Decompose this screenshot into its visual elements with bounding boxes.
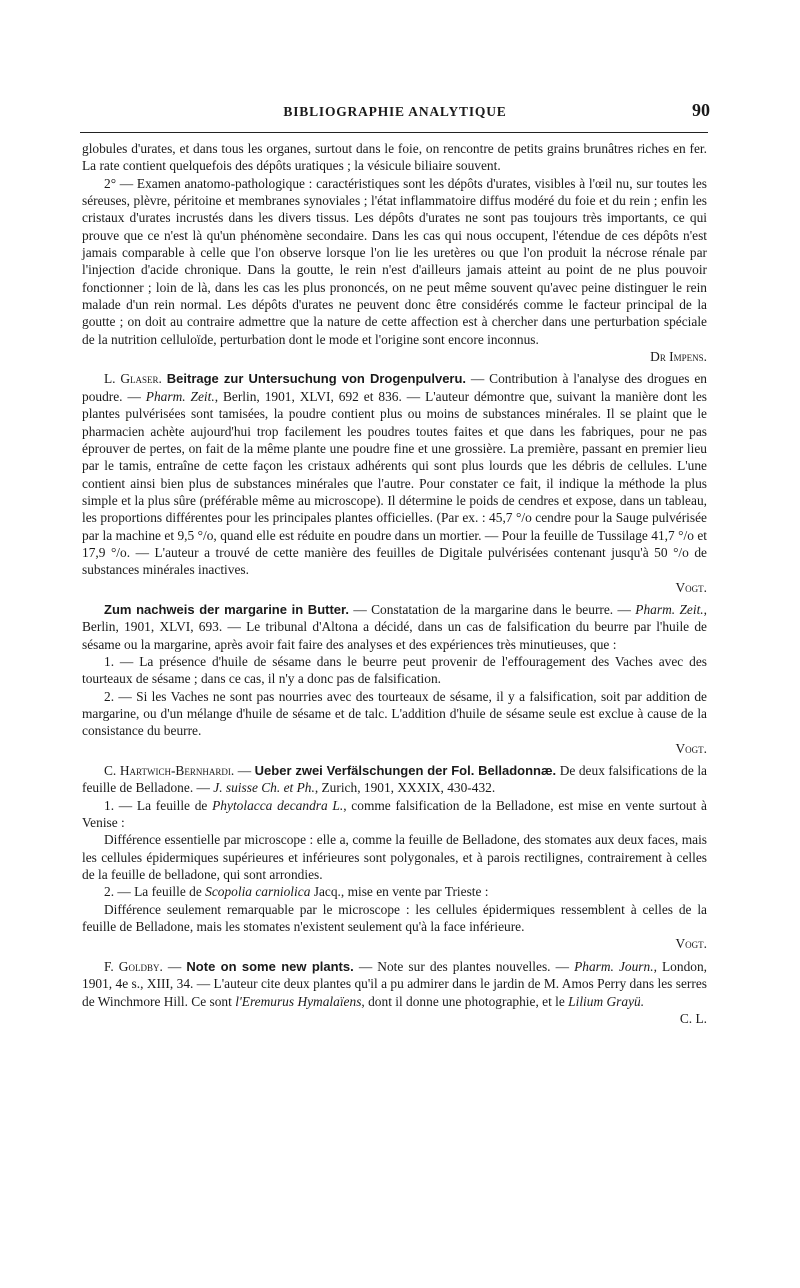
review-goldby xyxy=(82,958,707,1027)
review-title: Beitrage zur Untersuchung von Drogenpulveru. xyxy=(166,371,467,387)
paragraph-anatomo-pathology: 2° — Examen anatomo-pathologique : caractéristiques sont les dépôts d'urates, visibles à l'œil nu, sur toutes les séreuses, plèvre, péritoine et membranes synoviales ; l'état inflammatoire diffus modéré du foie et du rein ; enfin les cristaux d'urates incrustés dans les divers tissus. Les dépôts d'urates ne sont pas toujours très importants, ce qui prouve que ce n'est là qu'un phénomène secondaire. Dans les cas qui nous occupent, l'étendue de ces dépôts n'est jamais comparable à celle que l'on observe lorsque l'on lie les uretères ou que l'on produit la nécrose rénale par l'injection d'acide chronique. Dans la goutte, le rein n'est d'ailleurs jamais atteint au point de ne plus pouvoir fonctionner ; loin de là, dans les cas les plus prononcés, on ne peut même souvent qu'avec peine distinguer le rein malade d'un rein normal. Les dépôts d'urates ne peuvent donc être considérés comme le facteur principal de la goutte ; on doit au contraire admettre que la nature de cette affection est à chercher dans une perturbation spéciale de la nutrition celluloïde, perturbation dont le mode et l'origine sont encore inconnus. xyxy=(82,175,707,347)
review-margarine xyxy=(82,601,707,757)
review-reference: De deux falsifications de la feuille de Belladone. — xyxy=(82,763,707,796)
review-title: Note on some new plants. xyxy=(186,958,354,974)
review-glaser xyxy=(82,370,707,595)
list-item-text: 2. — La feuille de xyxy=(104,884,206,900)
review-goldby-heading: F. Goldby. — Note on some new plants. — Note sur des plantes nouvelles. — Pharm. Journ., London, 1901, 4e s., XIII, 34. — L'auteur cite deux plantes qu'il a pu admirer dans le jardin de M. Amos Perry dans les serres de Winchmore Hill. Ce sont l'Eremurus Hymalaïens, dont il donne une photographie, et le Lilium Grayü. xyxy=(82,958,708,1009)
review-hartwich-heading: C. Hartwich-Bernhardi. — Ueber zwei Verfälschungen der Fol. Belladonnæ. De deux falsifications de la feuille de Belladone. — J. suisse Ch. et Ph., Zurich, 1901, XXXIX, 430-432. xyxy=(82,763,707,796)
journal-name: J. suisse Ch. et Ph. xyxy=(213,780,315,796)
review-reference-details: , Zurich, 1901, XXXIX, 430-432. xyxy=(314,780,496,796)
signature-impens: Dr Impens. xyxy=(650,349,707,365)
list-item-detail: Différence seulement remarquable par le microscope : les cellules épidermiques ressemblent à celles de la feuille de Belladone, mais les stomates n'existent seulement qu'à la face inférieure. xyxy=(82,901,707,935)
species-name: Lilium Grayü. xyxy=(568,993,645,1009)
species-name: Scopolia carniolica xyxy=(205,884,311,900)
list-item-text: 1. — La feuille de xyxy=(104,797,213,813)
review-text: , Berlin, 1901, XLVI, 693. — Le tribunal d'Altona a décidé, dans un cas de falsification du beurre par l'huile de sésame ou la margarine, après avoir fait faire des analyses et des expériences très minutieuses, que : xyxy=(82,601,708,652)
review-reference: — Constatation de la margarine dans le beurre. — xyxy=(348,601,636,617)
journal-name: Pharm. Zeit. xyxy=(145,388,215,404)
page-number: 90 xyxy=(692,100,710,120)
page-header xyxy=(80,100,710,126)
list-item-text: , comme falsification de la Belladone, est mise en vente surtout à Venise : xyxy=(82,797,708,831)
review-hartwich xyxy=(82,762,707,953)
list-item xyxy=(82,797,707,832)
signature-vogt: Vogt. xyxy=(675,740,707,756)
review-margarine-heading xyxy=(82,601,707,653)
review-text: , London, 1901, 4e s., XIII, 34. — L'auteur cite deux plantes qu'il a pu admirer dans le jardin de M. Amos Perry dans les serres de Winchmore Hill. Ce sont xyxy=(82,958,708,1009)
review-author: C. Hartwich-Bernhardi. xyxy=(104,763,235,779)
review-reference: — Note sur des plantes nouvelles. — xyxy=(353,958,575,974)
review-title: Zum nachweis der margarine in Butter. xyxy=(104,601,349,617)
species-name: Phytolacca decandra L. xyxy=(212,797,344,813)
review-author: L. Glaser. xyxy=(104,371,162,387)
header-rule xyxy=(80,132,708,133)
list-item xyxy=(82,883,707,900)
list-item: 2. — Si les Vaches ne sont pas nourries avec des tourteaux de sésame, il y a falsification, soit par addition de margarine, ou d'un mélange d'huile de sésame et de talc. L'addition d'huile de sésame seule est exclue à cause de la consistance du beurre. xyxy=(82,688,707,739)
list-item-detail: Différence essentielle par microscope : elle a, comme la feuille de Belladone, des stomates aux deux faces, mais les cellules épidermiques supérieures et inférieures sont polygonales, et à parois rectilignes, contrairement à celles de la feuille de belladone, qui sont arrondies. xyxy=(82,832,707,883)
journal-name: Pharm. Zeit. xyxy=(635,601,704,617)
list-item-text: Jacq., mise en vente par Trieste : xyxy=(310,884,489,900)
signature-vogt: Vogt. xyxy=(675,579,707,595)
review-reference: — Contribution à l'analyse des drogues en poudre. — xyxy=(82,371,707,404)
paragraph-urates-continued: globules d'urates, et dans tous les organes, surtout dans le foie, on rencontre de petits grains brunâtres riches en fer. La rate contient quelquefois des dépôts uratiques ; la vésicule biliaire souvent. xyxy=(82,141,707,174)
review-reference-details: , Berlin, 1901, XLVI, 692 et 836. — xyxy=(214,388,421,404)
review-text: , dont il donne une photographie, et le xyxy=(361,993,569,1009)
signature-cl: C. L. xyxy=(679,1010,707,1026)
journal-name: Pharm. Journ. xyxy=(574,958,654,974)
list-item: 1. — La présence d'huile de sésame dans le beurre peut provenir de l'effouragement des Vaches avec des tourteaux de sésame ; dans ce cas, il n'y a donc pas de falsification. xyxy=(82,653,707,687)
running-title: BIBLIOGRAPHIE ANALYTIQUE xyxy=(283,104,507,119)
species-name: l'Eremurus Hymalaïens xyxy=(235,993,362,1009)
review-text: L'auteur démontre que, suivant la manière dont les plantes pulvérisées sont tamisées, la poudre contient plus ou moins de substances minérales. Il se plaint que le pharmacien achète aujourd'hui trop facilement les poudres toutes faites et que dans les fabriques, pour ne pas éprouver de pertes, on fait de la même plante une poudre fine et une grossière. La première, passant en premier lieu par le tamis, entraîne de cette façon les cristaux adhérents qui sont plus lourds que les débris de cellules. L'une contient ainsi bien plus de substances minérales que l'autre. Pour constater ce fait, il indique la méthode la plus simple et la plus sûre (préférable même au microscope). Il détermine le poids de cendres et expose, dans un tableau, les proportions différentes pour les principales plantes officielles. (Par ex. : 45,7 °/o cendre pour la Sauge pulvérisée par la machine et 9,5 °/o, quand elle est réduite en poudre dans un mortier. — Pour la feuille de Tussilage 41,7 °/o et 17,9 °/o. — L'auteur a trouvé de cette manière des feuilles de Digitale pulvérisées contenant jusqu'à 50 °/o de substances minérales inactives. xyxy=(82,388,707,578)
review-author: F. Goldby. xyxy=(104,958,163,974)
signature-vogt: Vogt. xyxy=(675,936,707,952)
review-title: Ueber zwei Verfälschungen der Fol. Belladonnæ. xyxy=(254,763,557,779)
review-glaser-heading xyxy=(82,370,707,578)
article-body xyxy=(82,140,707,1027)
